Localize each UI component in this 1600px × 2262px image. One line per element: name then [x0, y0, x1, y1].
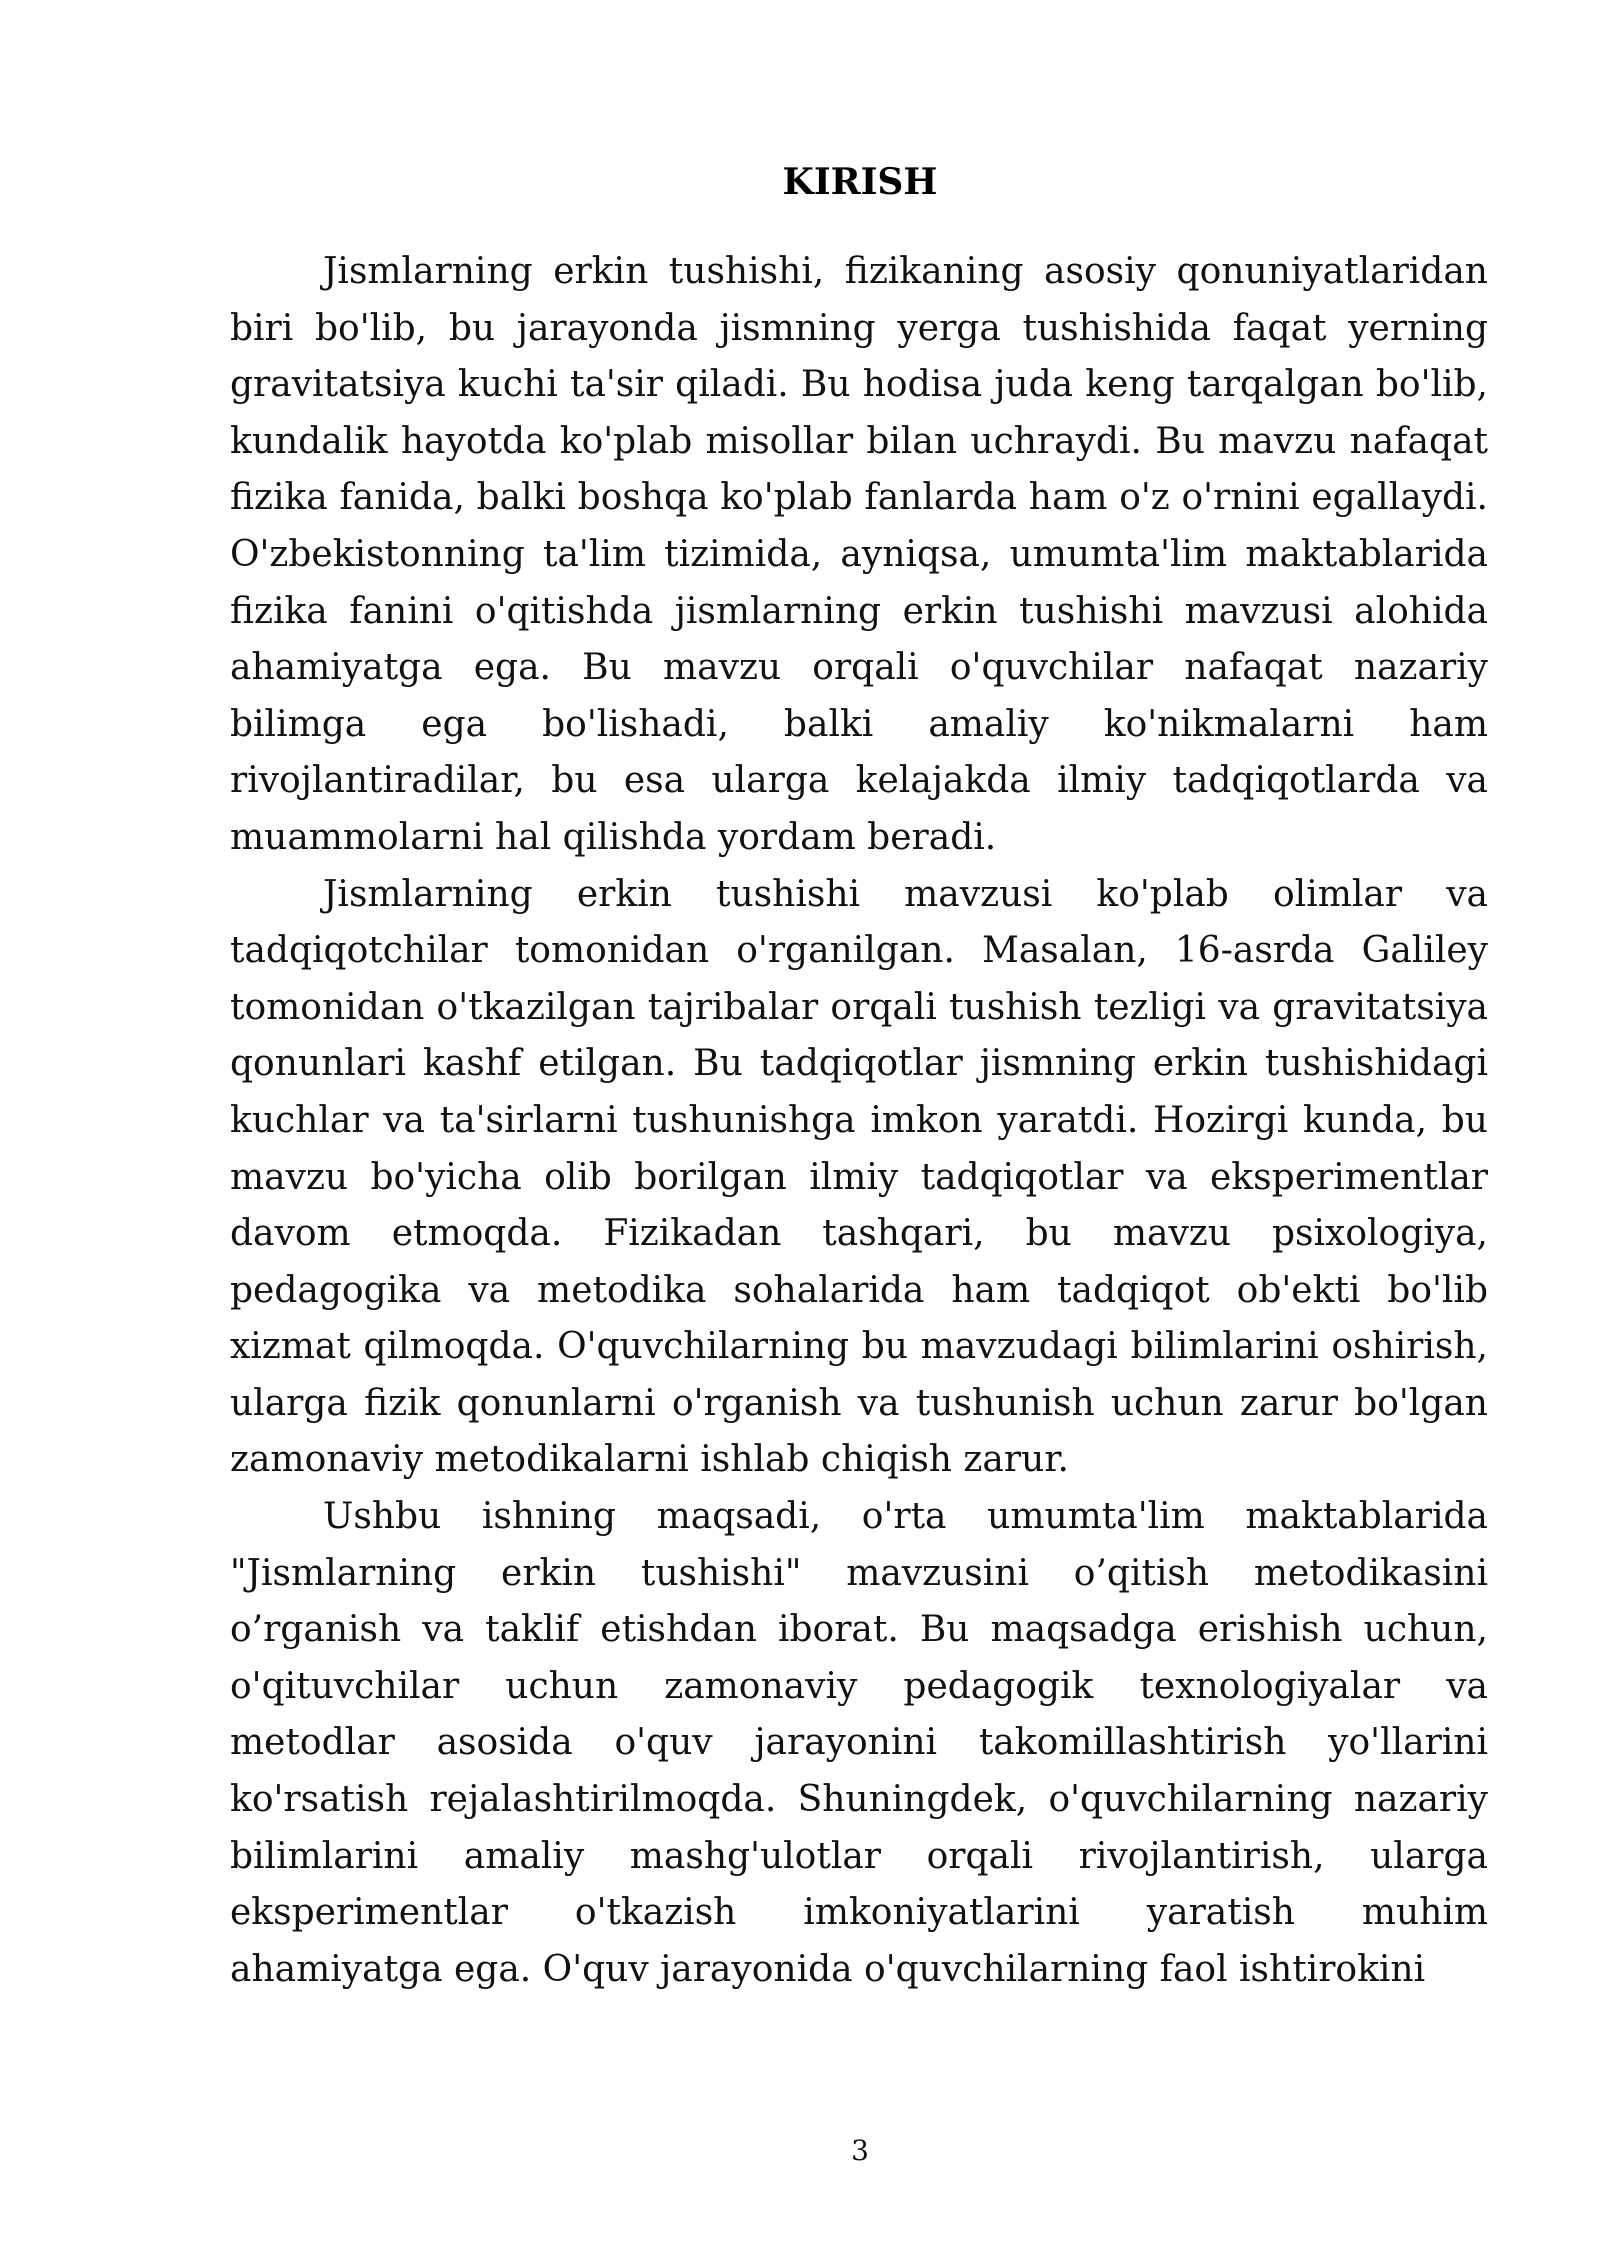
paragraph-1: Jismlarning erkin tushishi, fizikaning asosiy qonuniyatlaridan biri bo'lib, bu jarayonda jismning yerga tushishida faqat yerning gravitatsiya kuchi ta'sir qiladi. Bu hodisa juda keng tarqalgan bo'lib, kundalik hayotda ko'plab misollar bilan uchraydi. Bu mavzu nafaqat fizika fanida, balki boshqa ko'plab fanlarda ham o'z o'rnini egallaydi. O'zbekistonning ta'lim tizimida, ayniqsa, umumta'lim maktablarida fizika fanini o'qitishda jismlarning erkin tushishi mavzusi alohida ahamiyatga ega. Bu mavzu orqali o'quvchilar nafaqat nazariy bilimga ega bo'lishadi, balki amaliy ko'nikmalarni ham rivojlantiradilar, bu esa ularga kelajakda ilmiy tadqiqotlarda va muammolarni hal qilishda yordam beradi.	[230, 251, 1488, 858]
paragraph-3: Ushbu ishning maqsadi, o'rta umumta'lim maktablarida "Jismlarning erkin tushishi" mavzusini o’qitish metodikasini o’rganish va taklif etishdan iborat. Bu maqsadga erishish uchun, o'qituvchilar uchun zamonaviy pedagogik texnologiyalar va metodlar asosida o'quv jarayonini takomillashtirish yo'llarini ko'rsatish rejalashtirilmoqda. Shuningdek, o'quvchilarning nazariy bilimlarini amaliy mashg'ulotlar orqali rivojlantirish, ularga eksperimentlar o'tkazish imkoniyatlarini yaratish muhim ahamiyatga ega. O'quv jarayonida o'quvchilarning faol ishtirokini	[230, 1496, 1488, 1990]
paragraph-2: Jismlarning erkin tushishi mavzusi ko'plab olimlar va tadqiqotchilar tomonidan o'rganilgan. Masalan, 16-asrda Galiley tomonidan o'tkazilgan tajribalar orqali tushish tezligi va gravitatsiya qonunlari kashf etilgan. Bu tadqiqotlar jismning erkin tushishidagi kuchlar va ta'sirlarni tushunishga imkon yaratdi. Hozirgi kunda, bu mavzu bo'yicha olib borilgan ilmiy tadqiqotlar va eksperimentlar davom etmoqda. Fizikadan tashqari, bu mavzu psixologiya, pedagogika va metodika sohalarida ham tadqiqot ob'ekti bo'lib xizmat qilmoqda. O'quvchilarning bu mavzudagi bilimlarini oshirish, ularga fizik qonunlarni o'rganish va tushunish uchun zarur bo'lgan zamonaviy metodikalarni ishlab chiqish zarur.	[230, 873, 1488, 1481]
page-number: 3	[851, 2134, 869, 2167]
body-text	[230, 244, 1488, 1998]
section-heading: KIRISH	[782, 161, 938, 203]
